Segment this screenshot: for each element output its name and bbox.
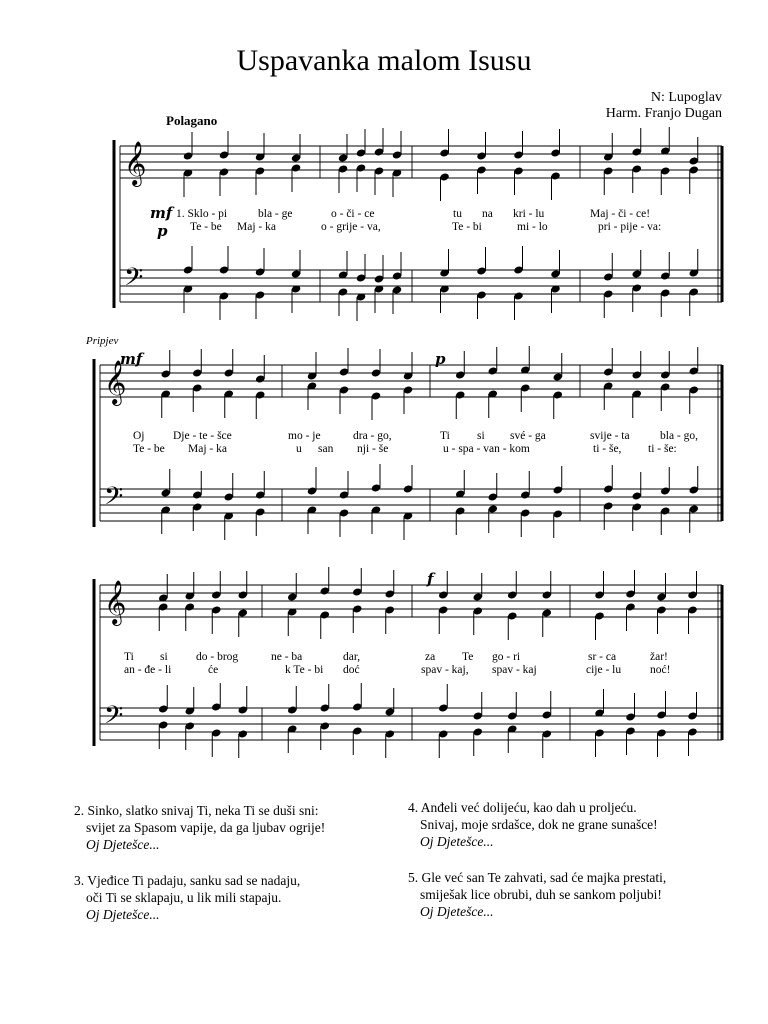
lyric-s3-5: dar, (343, 651, 361, 663)
lyric-s2-15: u - spa - van - kom (443, 443, 530, 455)
lyric-s3-4: ne - ba (271, 651, 303, 663)
lyric-s2-14: nji - še (357, 443, 389, 455)
verse-5 (408, 869, 666, 920)
dynamic-mf-1: mf (150, 204, 173, 222)
lyric-s2-17: ti - še: (648, 443, 677, 455)
lyric-s1-11: Te - bi (452, 221, 482, 233)
lyric-s3-8: go - ri (492, 651, 521, 663)
lyric-s1-1: 1. Sklo - pi (176, 208, 228, 220)
lyric-s3-15: spav - kaj, (421, 664, 469, 676)
lyric-s1-2: bla - ge (258, 208, 293, 220)
verse-2-line-1: 2. Sinko, slatko snivaj Ti, neka Ti se duši sni: (74, 803, 319, 818)
lyric-s2-13: san (318, 443, 334, 455)
lyric-s2-10: Te - be (133, 443, 165, 455)
verse-4-line-1: 4. Anđeli već dolijeću, kao dah u proljeću. (408, 800, 637, 815)
lyric-s1-5: na (482, 208, 493, 220)
lyric-s1-8: Te - be (190, 221, 222, 233)
tempo-marking: Polagano (166, 113, 218, 128)
lyric-s2-1: Oj (133, 430, 145, 442)
lyric-s3-17: cije - lu (586, 664, 622, 676)
page-title: Uspavanka malom Isusu (236, 44, 532, 77)
verse-3 (74, 872, 300, 923)
verse-4 (408, 799, 658, 850)
lyric-s2-2: Dje - te - šce (173, 430, 232, 442)
lyric-s3-9: sr - ca (588, 651, 617, 663)
bass-clef-icon: 𝄢 (104, 701, 124, 736)
treble-clef-icon: 𝄞 (104, 360, 127, 404)
lyric-s1-9: Maj - ka (237, 221, 276, 233)
lyric-s1-12: mi - lo (517, 221, 548, 233)
lyric-s3-13: k Te - bi (285, 664, 324, 676)
verse-3-line-2: oči Ti se sklapaju, u lik mili stapaju. (86, 890, 282, 905)
lyric-s3-7: Te (462, 651, 474, 663)
dynamic-mf-2: mf (120, 350, 143, 368)
dynamic-p-1: p (157, 222, 168, 240)
dynamic-p-2: p (435, 350, 446, 368)
treble-clef-icon: 𝄞 (104, 580, 127, 624)
lyric-s1-13: pri - pije - va: (598, 221, 662, 233)
lyric-s3-12: će (208, 664, 219, 676)
refrain-label: Pripjev (86, 335, 119, 347)
verse-2-line-2: svijet za Spasom vapije, da ga ljubav ogrije! (86, 820, 326, 835)
lyric-s2-4: dra - go, (353, 430, 392, 442)
verse-2 (74, 802, 325, 853)
lyric-s1-4: tu (453, 208, 462, 220)
lyric-s2-5: Ti (440, 430, 450, 442)
verse-5-line-2: smiješak lice obrubi, duh se sankom poljubi! (420, 887, 662, 902)
verse-3-refrain: Oj Djetešce... (86, 907, 160, 922)
composer-credit: N: Lupoglav (650, 90, 722, 105)
lyric-s1-10: o - grije - va, (321, 221, 381, 233)
lyric-s1-7: Maj - či - ce! (590, 208, 651, 220)
lyric-s1-6: kri - lu (513, 208, 545, 220)
verse-4-line-2: Snivaj, moje srdašce, dok ne grane sunašce! (420, 817, 658, 832)
lyric-s2-16: ti - še, (593, 443, 622, 455)
lyric-s2-6: si (477, 430, 485, 442)
treble-clef-icon: 𝄞 (124, 141, 147, 185)
verse-3-line-1: 3. Vjeđice Ti padaju, sanku sad se nadaju, (74, 873, 301, 888)
verse-5-line-1: 5. Gle već san Te zahvati, sad će majka prestati, (408, 870, 667, 885)
lyric-s3-2: si (160, 651, 168, 663)
lyric-s2-8: svije - ta (590, 430, 630, 442)
lyric-s2-3: mo - je (288, 430, 321, 442)
lyric-s3-14: doć (343, 664, 360, 676)
lyric-s3-6: za (425, 651, 436, 663)
lyric-s3-18: noć! (650, 664, 671, 676)
lyric-s3-3: do - brog (196, 651, 239, 663)
lyric-s3-1: Ti (124, 651, 134, 663)
verse-4-refrain: Oj Djetešce... (420, 834, 494, 849)
lyric-s3-11: an - đe - li (124, 664, 172, 676)
lyric-s3-16: spav - kaj (492, 664, 537, 676)
verse-2-refrain: Oj Djetešce... (86, 837, 160, 852)
bass-clef-icon: 𝄢 (124, 263, 144, 298)
lyric-s1-3: o - či - ce (331, 208, 375, 220)
lyric-s3-10: žar! (650, 651, 668, 663)
dynamic-f: f (427, 570, 434, 588)
bass-clef-icon: 𝄢 (104, 482, 124, 517)
lyric-s2-12: u (296, 443, 302, 455)
lyric-s2-11: Maj - ka (188, 443, 227, 455)
arranger-credit: Harm. Franjo Dugan (605, 106, 722, 121)
lyric-s2-7: své - ga (510, 430, 546, 442)
lyric-s2-9: bla - go, (660, 430, 699, 442)
verse-5-refrain: Oj Djetešce... (420, 904, 494, 919)
